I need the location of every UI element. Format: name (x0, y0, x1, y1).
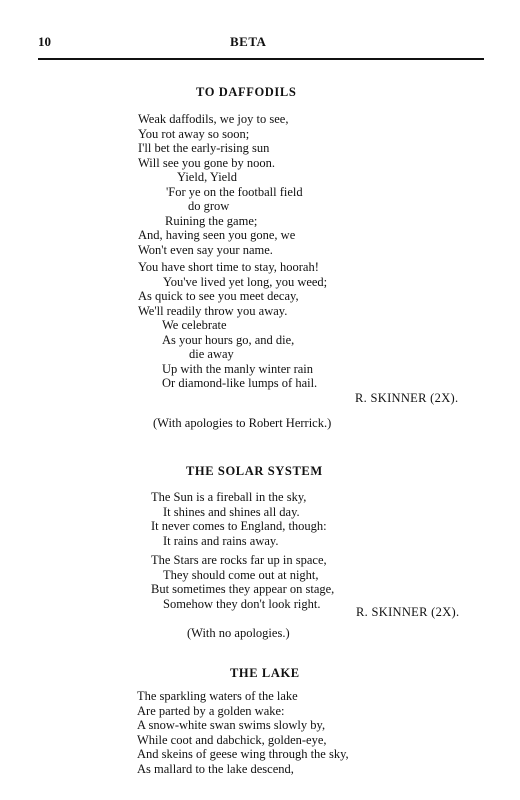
poem-line: And skeins of geese wing through the sky, (137, 747, 349, 761)
poem-line: Ruining the game; (165, 213, 258, 228)
poem-line: As mallard to the lake descend, (137, 761, 294, 776)
poem-line: Or diamond-like lumps of hail. (162, 376, 318, 390)
daffodils-stanza-1 (138, 112, 303, 257)
poem-line: Won't even say your name. (138, 242, 273, 257)
note-solar-system: (With no apologies.) (187, 626, 290, 640)
poem-line: Are parted by a golden wake: (137, 703, 285, 718)
poem-line: They should come out at night, (163, 567, 319, 582)
poem-line: do grow (188, 199, 230, 213)
note-daffodils: (With apologies to Robert Herrick.) (153, 416, 332, 430)
solar-stanza-1 (151, 490, 327, 548)
poem-line: We'll readily throw you away. (138, 303, 288, 318)
poem-line: The sparkling waters of the lake (137, 689, 298, 703)
poem-line: The Stars are rocks far up in space, (151, 553, 327, 567)
page-number: 10 (38, 34, 51, 49)
poem-line: It rains and rains away. (163, 533, 279, 548)
poem-line: 'For ye on the football field (166, 184, 303, 199)
poem-line: While coot and dabchick, golden-eye, (137, 732, 327, 747)
poem-title-lake: THE LAKE (230, 666, 300, 680)
lake-stanza-1 (137, 689, 349, 776)
header-rule (38, 58, 484, 60)
poem-line: You have short time to stay, hoorah! (138, 260, 319, 274)
poem-line: It never comes to England, though: (151, 519, 327, 533)
poem-line: Somehow they don't look right. (163, 596, 321, 611)
poem-line: You've lived yet long, you weed; (163, 274, 328, 289)
solar-stanza-2 (151, 553, 334, 611)
poem-line: Will see you gone by noon. (138, 155, 275, 170)
signature-solar-system: R. SKINNER (2X). (356, 605, 460, 619)
daffodils-stanza-2 (138, 260, 327, 391)
poem-line: As your hours go, and die, (162, 332, 295, 347)
poem-line: And, having seen you gone, we (138, 228, 296, 242)
poem-line: It shines and shines all day. (163, 504, 300, 519)
poem-title-daffodils: TO DAFFODILS (196, 85, 297, 99)
poem-line: I'll bet the early-rising sun (138, 141, 270, 155)
poem-line: Yield, Yield (177, 170, 237, 184)
poem-line: You rot away so soon; (138, 126, 250, 141)
poem-title-solar-system: THE SOLAR SYSTEM (186, 464, 323, 478)
poem-line: Up with the manly winter rain (162, 361, 314, 376)
signature-daffodils: R. SKINNER (2X). (355, 391, 459, 405)
poem-line: Weak daffodils, we joy to see, (138, 112, 289, 126)
poem-line: die away (189, 347, 234, 361)
poem-line: We celebrate (162, 318, 227, 332)
poem-line: A snow-white swan swims slowly by, (137, 718, 326, 732)
poem-line: The Sun is a fireball in the sky, (151, 490, 307, 504)
running-head: BETA (230, 34, 267, 49)
poem-line: But sometimes they appear on stage, (151, 582, 335, 596)
poem-line: As quick to see you meet decay, (138, 289, 299, 303)
